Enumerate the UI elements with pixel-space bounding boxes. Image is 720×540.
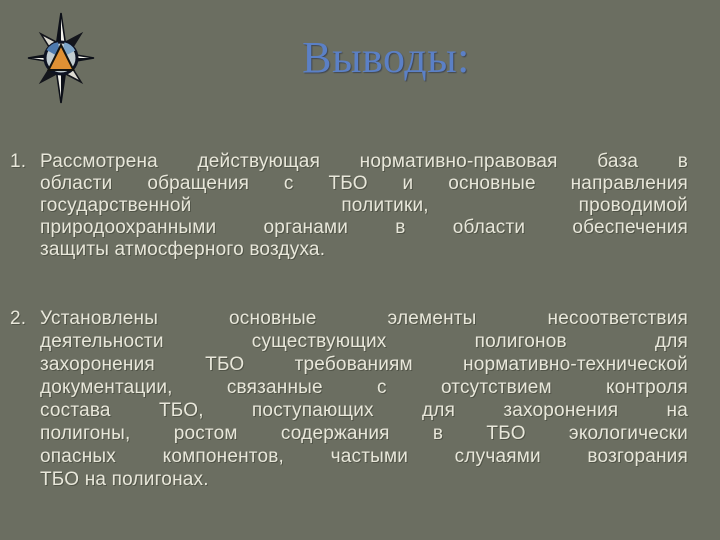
text-line: опасных компонентов, частыми случаями возгорания (40, 446, 688, 467)
text-line: документации, связанные с отсутствием контроля (40, 377, 688, 398)
text-line: Рассмотрена действующая нормативно-правовая база в (40, 151, 688, 172)
text-line: природоохранными органами в области обеспечения (40, 217, 688, 238)
text-line: деятельности существующих полигонов для (40, 331, 688, 352)
item-number-1: 1. (10, 151, 27, 172)
text-line: ТБО на полигонах. (40, 469, 209, 490)
text-line: захоронения ТБО требованиям нормативно-технической (40, 354, 688, 375)
text-line: области обращения с ТБО и основные направления (40, 173, 688, 194)
item-number-2: 2. (10, 308, 27, 329)
text-line: Установлены основные элементы несоответствия (40, 308, 688, 329)
conclusion-item-2 (10, 307, 688, 491)
text-line: защиты атмосферного воздуха. (40, 239, 326, 260)
slide-title: Выводы: (302, 33, 470, 82)
text-line: состава ТБО, поступающих для захоронения на (40, 400, 688, 421)
text-line: государственной политики, проводимой (40, 195, 688, 216)
text-line: полигоны, ростом содержания в ТБО экологически (40, 423, 688, 444)
conclusion-item-1 (10, 151, 688, 261)
